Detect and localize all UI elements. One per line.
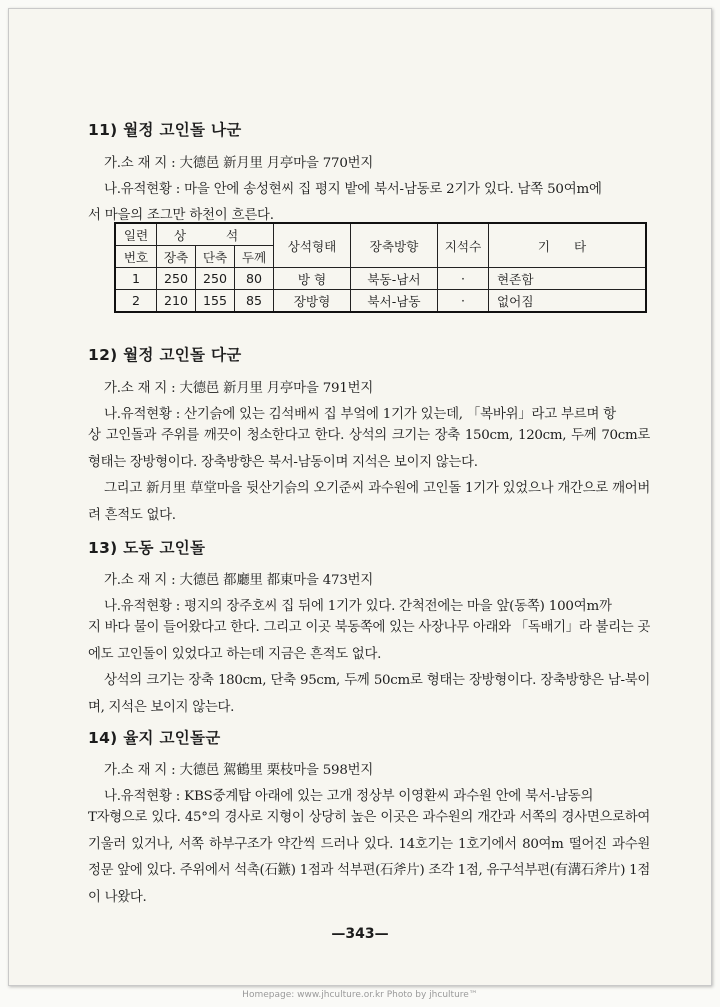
th-capstone: 상 석 [157,223,274,246]
cell-width: 155 [196,290,235,313]
th-serial-no: 번호 [115,246,157,268]
address-label: 가.소 재 지 : [104,156,176,171]
cell-no: 2 [115,290,157,313]
status-label: 나.유적현황 : [104,407,181,422]
section-12-title: 12) 월정 고인돌 다군 [88,346,242,364]
section-11-status-cont: 서 마을의 조그만 하천이 흐른다. [88,208,274,223]
address-value: 大德邑 新月里 月亭마을 770번지 [179,156,374,171]
address-label: 가.소 재 지 : [104,573,176,588]
table-row [115,268,646,290]
status-label: 나.유적현황 : [104,789,181,804]
footer-credit: Homepage: www.jhculture.or.kr Photo by jhculture™ [242,990,478,1000]
section-12-address [88,377,373,396]
cell-shape: 방 형 [274,268,351,290]
cell-width: 250 [196,268,235,290]
address-value: 大德邑 都廳里 都東마을 473번지 [179,573,374,588]
cell-length: 210 [157,290,196,313]
th-length: 장축 [157,246,196,268]
status-label: 나.유적현황 : [104,599,181,614]
cell-thickness: 80 [235,268,274,290]
section-12-status-cont: 상 고인돌과 주위를 깨끗이 청소한다고 한다. 상석의 크기는 장축 150cm, 120cm, 두께 70cm로 형태는 장방형이다. 장축방향은 북서-남동이며 지석은 보이지 않는다. [88,428,650,470]
section-14-title: 14) 율지 고인돌군 [88,729,221,747]
page-number: —343— [331,926,389,942]
section-13-address [88,569,373,588]
th-thickness: 두께 [235,246,274,268]
section-11-status [88,178,602,197]
section-11-address [88,152,373,171]
cell-direction: 북동-남서 [351,268,438,290]
section-14-address [88,759,373,778]
th-width: 단축 [196,246,235,268]
th-remarks: 기 타 [489,223,647,268]
cell-supports: · [438,290,489,313]
status-text: KBS중계탑 아래에 있는 고개 정상부 이영환씨 과수원 안에 북서-남동의 [184,789,594,804]
cell-length: 250 [157,268,196,290]
address-label: 가.소 재 지 : [104,381,176,396]
th-direction: 장축방향 [351,223,438,268]
address-value: 大德邑 駕鶴里 栗枝마을 598번지 [179,763,374,778]
status-label: 나.유적현황 : [104,182,181,197]
section-12-extra: 그리고 新月里 草堂마을 뒷산기슭의 오기준씨 과수원에 고인돌 1기가 있었으나 개간으로 깨어버려 흔적도 없다. [88,481,650,523]
th-supports: 지석수 [438,223,489,268]
status-text: 평지의 장주호씨 집 뒤에 1기가 있다. 간척전에는 마을 앞(동쪽) 100여m까 [184,599,612,614]
section-13-status [88,595,612,614]
section-14-status [88,785,593,804]
cell-no: 1 [115,268,157,290]
section-12-status [88,403,616,422]
section-13-title: 13) 도동 고인돌 [88,539,206,557]
address-value: 大德邑 新月里 月亭마을 791번지 [179,381,374,396]
cell-supports: · [438,268,489,290]
table-row [115,290,646,313]
th-shape: 상석형태 [274,223,351,268]
section-14-status-cont: T자형으로 있다. 45°의 경사로 지형이 상당히 높은 이곳은 과수원의 개간과 서쪽의 경사면으로하여 기울러 있거나, 서쪽 하부구조가 약간씩 드러나 있다. 14호기는 1호기에서 80여m 떨어진 과수원 정문 앞에 있다. 주위에서 석촉(石鏃) 1점과 석부편(石斧片) 조각 1점, 유구석부편(有溝石斧片) 1점이 나왔다. [88,810,650,905]
address-label: 가.소 재 지 : [104,763,176,778]
dolmen-table [114,222,647,313]
status-text: 마을 안에 송성현씨 집 평지 밭에 북서-남동로 2기가 있다. 남쪽 50여m에 [184,182,602,197]
th-serial: 일련 [115,223,157,246]
table-header-row [115,223,646,246]
cell-thickness: 85 [235,290,274,313]
cell-direction: 북서-남동 [351,290,438,313]
section-13-extra: 상석의 크기는 장축 180cm, 단축 95cm, 두께 50cm로 형태는 장방형이다. 장축방향은 남-북이며, 지석은 보이지 않는다. [88,673,650,715]
section-13-status-cont: 지 바다 물이 들어왔다고 한다. 그리고 이곳 북동쪽에 있는 사장나무 아래와 「독배기」라 불리는 곳에도 고인돌이 있었다고 하는데 지금은 흔적도 없다. [88,620,650,662]
cell-remarks: 현존함 [489,268,647,290]
status-text: 산기슭에 있는 김석배씨 집 부엌에 1기가 있는데, 「복바위」라고 부르며 항 [184,407,617,422]
section-11-title: 11) 월정 고인돌 나군 [88,121,242,139]
cell-remarks: 없어짐 [489,290,647,313]
cell-shape: 장방형 [274,290,351,313]
